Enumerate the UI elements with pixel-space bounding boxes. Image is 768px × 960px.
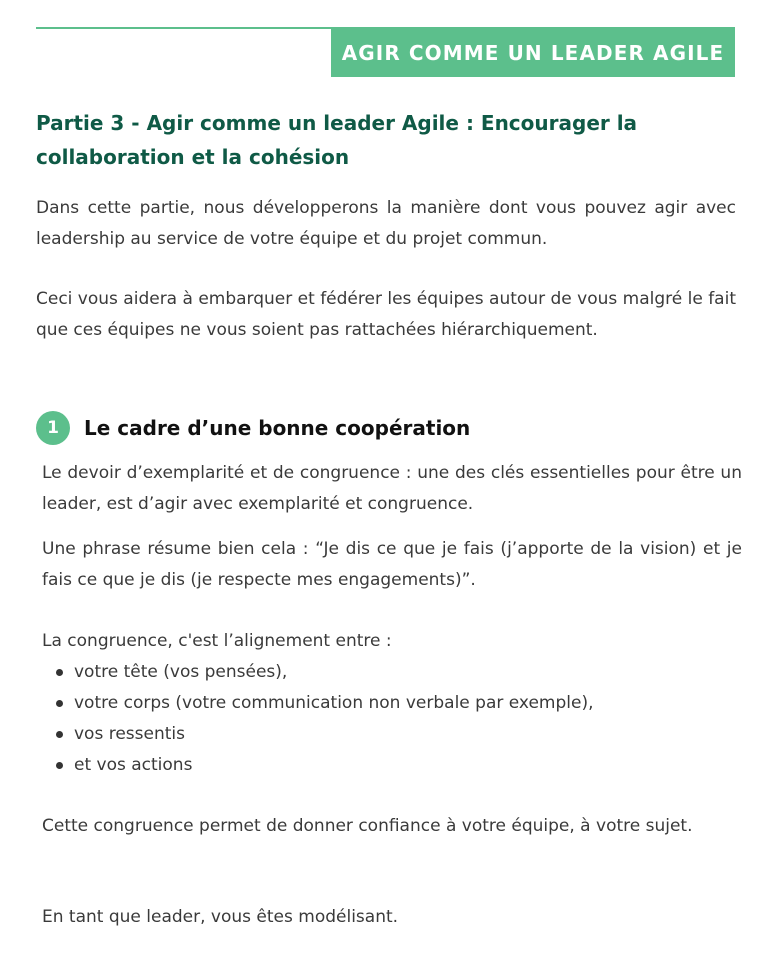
chapter-banner-label: AGIR COMME UN LEADER AGILE: [341, 41, 725, 65]
list-item-text: votre tête (vos pensées),: [74, 662, 288, 682]
intro-paragraph-1: Dans cette partie, nous développerons la manière dont vous pouvez agir avec leadership au service de votre équipe et du projet commun.: [36, 198, 736, 249]
list-item-text: votre corps (votre communication non verbale par exemple),: [74, 693, 594, 713]
intro-paragraph-2: Ceci vous aidera à embarquer et fédérer les équipes autour de vous malgré le fait que ces équipes ne vous soient pas rattachées hiérarchiquement.: [36, 289, 736, 340]
section-paragraph-3: Cette congruence permet de donner confiance à votre équipe, à votre sujet.: [42, 816, 693, 836]
section-number-badge: [36, 411, 70, 445]
congruence-intro: La congruence, c'est l’alignement entre :: [42, 631, 392, 651]
list-item: [42, 657, 742, 688]
bullet-icon: [56, 669, 63, 676]
bullet-icon: [56, 762, 63, 769]
header-rule: [36, 27, 332, 29]
bullet-icon: [56, 731, 63, 738]
section-paragraph-1: Le devoir d’exemplarité et de congruence : une des clés essentielles pour être un leader, est d’agir avec exemplarité et congruence.: [42, 463, 742, 514]
bullet-icon: [56, 700, 63, 707]
list-item: [42, 688, 742, 719]
section-number: 1: [47, 418, 59, 438]
section-title: Le cadre d’une bonne coopération: [84, 416, 471, 440]
list-item: [42, 719, 742, 750]
chapter-banner: [331, 27, 735, 77]
section-paragraph-2: Une phrase résume bien cela : “Je dis ce que je fais (j’apporte de la vision) et je fais ce que je dis (je respecte mes engagements)”.: [42, 539, 742, 590]
list-item-text: vos ressentis: [74, 724, 185, 744]
congruence-list: [42, 657, 742, 781]
list-item: [42, 750, 742, 781]
list-item-text: et vos actions: [74, 755, 193, 775]
section-paragraph-4: En tant que leader, vous êtes modélisant.: [42, 907, 399, 927]
section-heading: [36, 410, 470, 446]
part-title: Partie 3 - Agir comme un leader Agile : Encourager la collaboration et la cohésion: [36, 111, 638, 169]
